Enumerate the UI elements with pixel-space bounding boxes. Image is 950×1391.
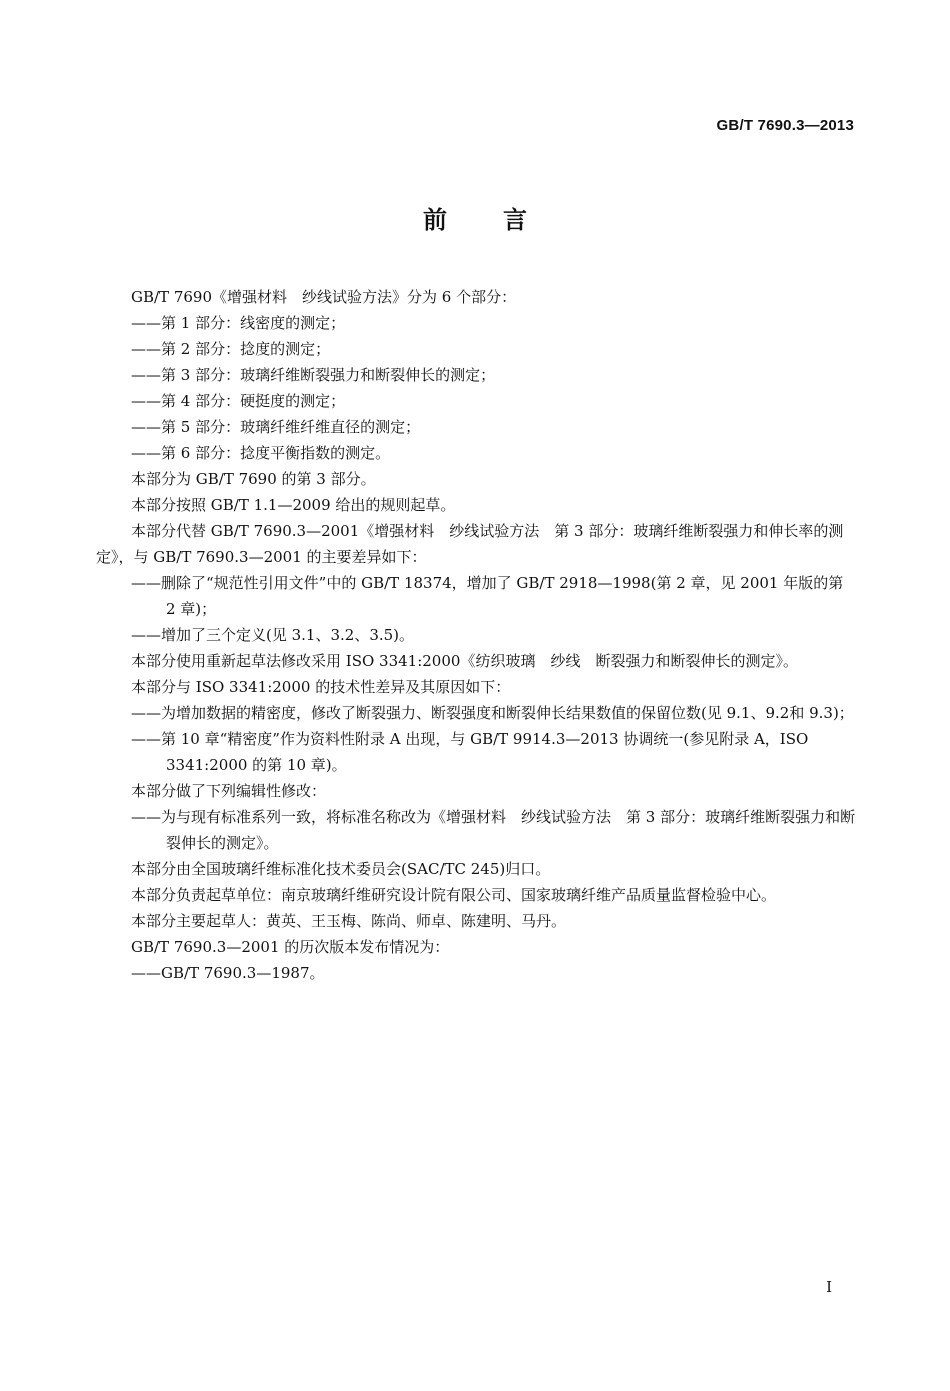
list-item: ——第 6 部分：捻度平衡指数的测定。 <box>131 444 391 462</box>
list-item: ——为增加数据的精密度，修改了断裂强力、断裂强度和断裂伸长结果数值的保留位数(见 9.1、9.2和 9.3)； <box>131 704 854 722</box>
standard-number: GB/T 7690.3—2013 <box>716 117 854 134</box>
document-body <box>96 284 856 986</box>
paragraph: 本部分为 GB/T 7690 的第 3 部分。 <box>131 470 376 488</box>
list-item: ——增加了三个定义(见 3.1、3.2、3.5)。 <box>131 626 415 644</box>
page-number: I <box>826 1278 832 1296</box>
paragraph: 本部分由全国玻璃纤维标准化技术委员会(SAC/TC 245)归口。 <box>131 860 551 878</box>
paragraph: 本部分主要起草人：黄英、王玉梅、陈尚、师卓、陈建明、马丹。 <box>131 912 567 930</box>
paragraph: GB/T 7690.3—2001 的历次版本发布情况为： <box>131 938 450 956</box>
paragraph: GB/T 7690《增强材料 纱线试验方法》分为 6 个部分： <box>131 288 517 306</box>
paragraph: 本部分负责起草单位：南京玻璃纤维研究设计院有限公司、国家玻璃纤维产品质量监督检验中心。 <box>131 886 777 904</box>
paragraph: 本部分代替 GB/T 7690.3—2001《增强材料 纱线试验方法 第 3 部分：玻璃纤维断裂强力和伸长率的测定》，与 GB/T 7690.3—2001 的主要差异如下： <box>96 522 844 566</box>
paragraph: 本部分按照 GB/T 1.1—2009 给出的规则起草。 <box>131 496 456 514</box>
list-item: ——第 4 部分：硬挺度的测定； <box>131 392 346 410</box>
paragraph: 本部分与 ISO 3341:2000 的技术性差异及其原因如下： <box>131 678 511 696</box>
list-item: ——第 3 部分：玻璃纤维断裂强力和断裂伸长的测定； <box>131 366 496 384</box>
paragraph: 本部分使用重新起草法修改采用 ISO 3341:2000《纺织玻璃 纱线 断裂强力和断裂伸长的测定》。 <box>131 652 798 670</box>
list-item: ——第 5 部分：玻璃纤维纤维直径的测定； <box>131 418 421 436</box>
list-item: ——删除了“规范性引用文件”中的 GB/T 18374，增加了 GB/T 2918—1998(第 2 章，见 2001 年版的第 2 章)； <box>131 574 844 618</box>
paragraph: 本部分做了下列编辑性修改： <box>131 782 327 800</box>
list-item: ——GB/T 7690.3—1987。 <box>131 964 325 982</box>
list-item: ——第 2 部分：捻度的测定； <box>131 340 331 358</box>
list-item: ——第 1 部分：线密度的测定； <box>131 314 346 332</box>
page-title: 前言 <box>423 206 583 234</box>
list-item: ——第 10 章“精密度”作为资料性附录 A 出现，与 GB/T 9914.3—2013 协调统一(参见附录 A，ISO 3341:2000 的第 10 章)。 <box>131 730 809 774</box>
list-item: ——为与现有标准系列一致，将标准名称改为《增强材料 纱线试验方法 第 3 部分：玻璃纤维断裂强力和断裂伸长的测定》。 <box>131 808 856 852</box>
